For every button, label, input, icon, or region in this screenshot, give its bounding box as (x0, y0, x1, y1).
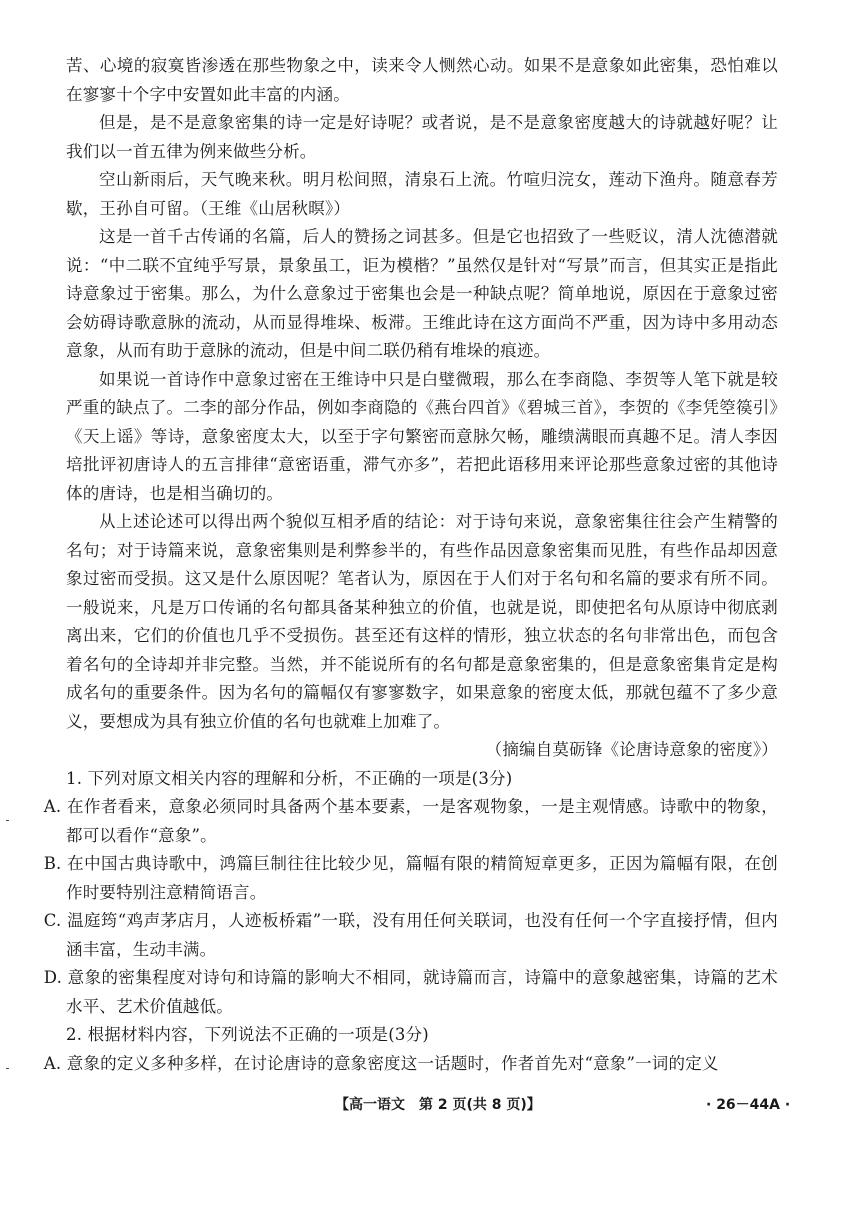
passage-paragraph: 但是，是不是意象密集的诗一定是好诗呢？或者说，是不是意象密度越大的诗就越好呢？让我们以一首五律为例来做些分析。 (66, 113, 778, 161)
question-1-stem: 1. 下列对原文相关内容的理解和分析，不正确的一项是(3分) (66, 768, 513, 788)
passage-paragraph: 苦、心境的寂寞皆渗透在那些物象之中，读来令人恻然心动。如果不是意象如此密集，恐怕难以在寥寥十个字中安置如此丰富的内涵。 (66, 56, 778, 104)
question-1-option-b: B. 在中国古典诗歌中，鸿篇巨制往往比较少见，篇幅有限的精简短章更多，正因为篇幅有限，在创作时要特别注意精简语言。 (43, 854, 778, 902)
question-2-stem: 2. 根据材料内容，下列说法不正确的一项是(3分) (66, 1025, 429, 1044)
page-number-label: 【高一语文 第 2 页(共 8 页)】 (335, 1097, 541, 1113)
scan-edge-mark (6, 1068, 9, 1069)
passage-paragraph: 这是一首千古传诵的名篇，后人的赞扬之词甚多。但是它也招致了一些贬议，清人沈德潜就说：“中二联不宜纯乎写景，景象虽工，讵为模楷？”虽然仅是针对“写景”而言，但其实正是指此诗意象过于密集。那么，为什么意象过于密集也会是一种缺点呢？简单地说，原因在于意象过密会妨碍诗歌意脉的流动，从而显得堆垛、板滞。王维此诗在这方面尚不严重，因为诗中多用动态意象，从而有助于意脉的流动，但是中间二联仍稍有堆垛的痕迹。 (66, 227, 778, 360)
poem-quote: 空山新雨后，天气晚来秋。明月松间照，清泉石上流。竹喧归浣女，莲动下渔舟。随意春芳歇，王孙自可留。（王维《山居秋暝》） (66, 170, 778, 218)
passage-body (43, 52, 778, 1078)
question-2-option-a: A. 意象的定义多种多样，在讨论唐诗的意象密度这一话题时，作者首先对“意象”一词的定义 (43, 1053, 719, 1073)
question-1-option-a: A. 在作者看来，意象必须同时具备两个基本要素，一是客观物象，一是主观情感。诗歌中的物象，都可以看作“意象”。 (43, 797, 778, 845)
passage-paragraph: 如果说一首诗作中意象过密在王维诗中只是白璧微瑕，那么在李商隐、李贺等人笔下就是较严重的缺点了。二李的部分作品，例如李商隐的《燕台四首》《碧城三首》，李贺的《李凭箜篌引》《天上谣》等诗，意象密度太大，以至于字句繁密而意脉欠畅，雕缋满眼而真趣不足。清人李因培批评初唐诗人的五言排律“意密语重，滞气亦多”，若把此语移用来评论那些意象过密的其他诗体的唐诗，也是相当确切的。 (66, 369, 778, 503)
question-1-option-c: C. 温庭筠“鸡声茅店月，人迹板桥霜”一联，没有用任何关联词，也没有任何一个字直接抒情，但内涵丰富，生动丰满。 (43, 911, 778, 959)
passage-source: （摘编自莫砺锋《论唐诗意象的密度》） (485, 740, 778, 759)
scan-edge-mark (6, 820, 9, 821)
question-1-option-d: D. 意象的密集程度对诗句和诗篇的影响大不相同，就诗篇而言，诗篇中的意象越密集，诗篇的艺术水平、艺术价值越低。 (43, 968, 778, 1016)
passage-paragraph: 从上述论述可以得出两个貌似互相矛盾的结论：对于诗句来说，意象密集往往会产生精警的名句；对于诗篇来说，意象密集则是利弊参半的，有些作品因意象密集而见胜，有些作品却因意象过密而受损。这又是什么原因呢？笔者认为，原因在于人们对于名句和名篇的要求有所不同。一般说来，凡是万口传诵的名句都具备某种独立的价值，也就是说，即使把名句从原诗中彻底剥离出来，它们的价值也几乎不受损伤。甚至还有这样的情形，独立状态的名句非常出色，而包含着名句的全诗却并非完整。当然，并不能说所有的名句都是意象密集的，但是意象密集肯定是构成名句的重要条件。因为名句的篇幅仅有寥寥数字，如果意象的密度太低，那就包蕴不了多少意义，要想成为具有独立价值的名句也就难上加难了。 (66, 512, 778, 731)
exam-code: · 26－44A · (706, 1097, 791, 1113)
